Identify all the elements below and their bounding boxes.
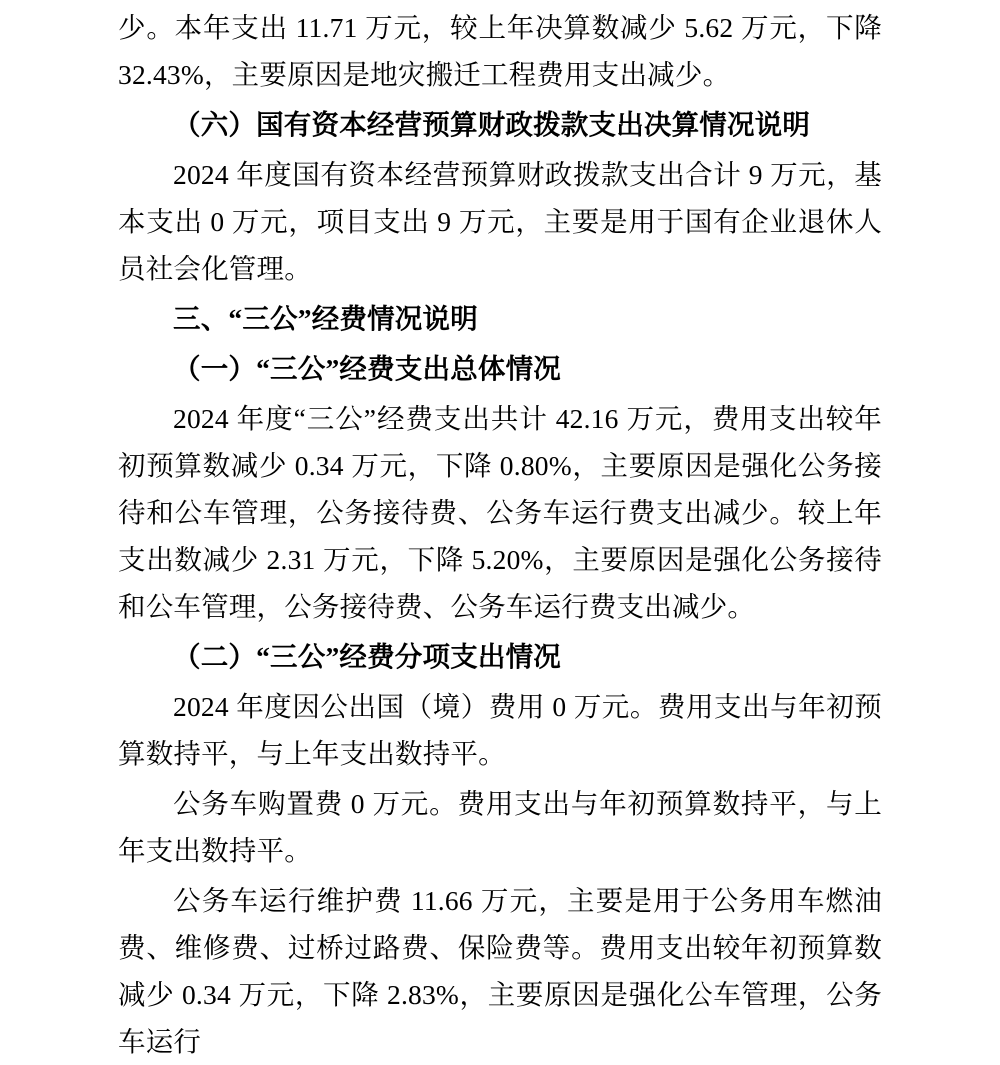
document-body: [118, 0, 882, 1065]
paragraph-vehicle-purchase: 公务车购置费 0 万元。费用支出与年初预算数持平，与上年支出数持平。: [118, 788, 882, 866]
paragraph-state-capital: 2024 年度国有资本经营预算财政拨款支出合计 9 万元，基本支出 0 万元，项目支出 9 万元，主要是用于国有企业退休人员社会化管理。: [118, 159, 882, 284]
heading-three-public-expenses: 三、“三公”经费情况说明: [173, 303, 478, 334]
paragraph-abroad-cost: 2024 年度因公出国（境）费用 0 万元。费用支出与年初预算数持平，与上年支出数持平。: [118, 691, 882, 769]
paragraph-vehicle-operation: 公务车运行维护费 11.66 万元，主要是用于公务用车燃油费、维修费、过桥过路费、保险费等。费用支出较年初预算数减少 0.34 万元，下降 2.83%，主要原因是强化公车管理，公务车运行: [118, 885, 882, 1057]
heading-state-capital-budget: （六）国有资本经营预算财政拨款支出决算情况说明: [173, 109, 811, 140]
heading-three-public-itemized: （二）“三公”经费分项支出情况: [173, 641, 561, 672]
heading-three-public-overall: （一）“三公”经费支出总体情况: [173, 353, 561, 384]
paragraph-continued: 少。本年支出 11.71 万元，较上年决算数减少 5.62 万元，下降 32.43%，主要原因是地灾搬迁工程费用支出减少。: [118, 12, 882, 90]
paragraph-three-public-total: 2024 年度“三公”经费支出共计 42.16 万元，费用支出较年初预算数减少 0.34 万元，下降 0.80%，主要原因是强化公务接待和公车管理，公务接待费、公务车运行费支出减少。较上年支出数减少 2.31 万元，下降 5.20%，主要原因是强化公务接待和公车管理，公务接待费、公务车运行费支出减少。: [118, 403, 882, 622]
